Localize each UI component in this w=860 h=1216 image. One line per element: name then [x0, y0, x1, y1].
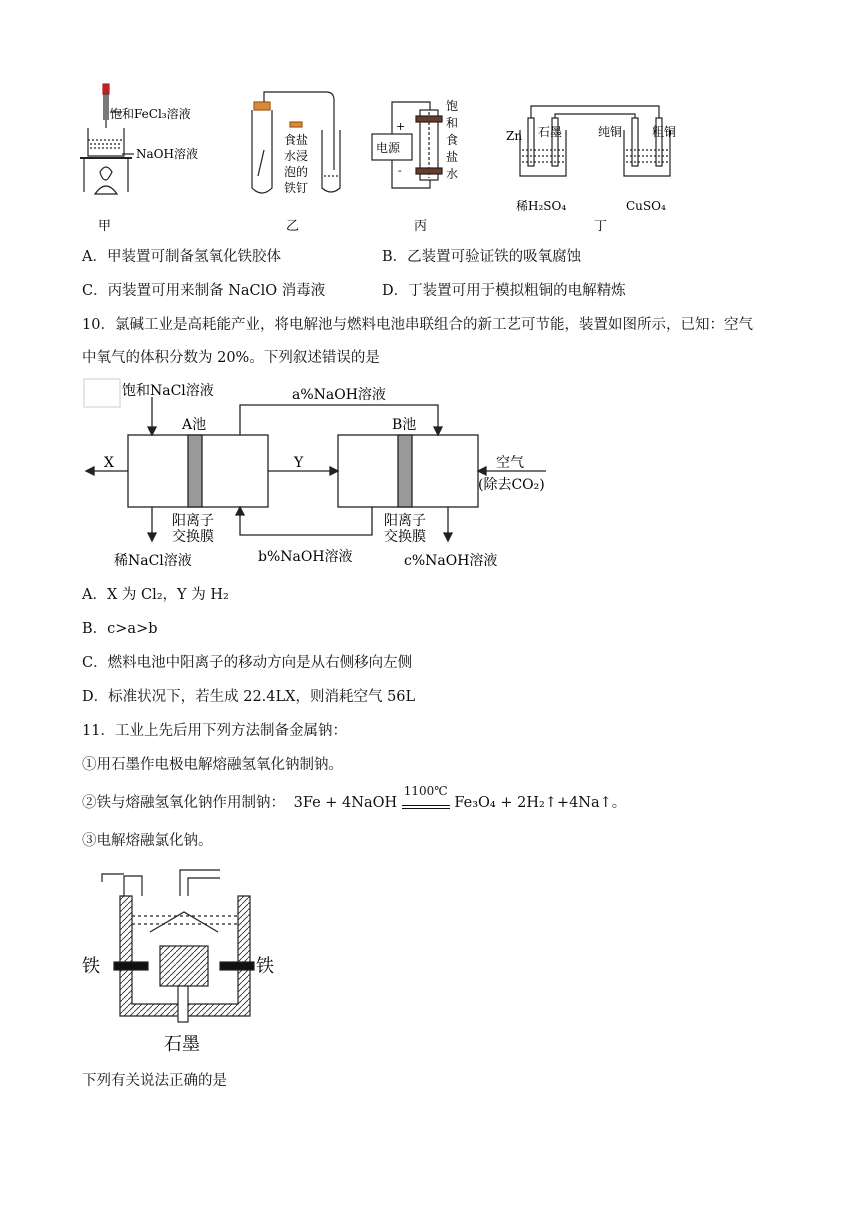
q9-figures — [0, 70, 860, 245]
q10-option-d: D．标准状况下，若生成 22.4LX，则消耗空气 56L — [82, 689, 416, 705]
q11-graphite: 石墨 — [164, 1034, 200, 1055]
q11-item2-products: Fe₃O₄ + 2H₂↑+4Na↑。 — [454, 795, 627, 811]
ding-graphite: 石墨 — [538, 125, 563, 139]
q10-a-naoh: a%NaOH溶液 — [292, 387, 386, 403]
q11-iron-left: 铁 — [82, 956, 100, 977]
yi-label-3: 泡的 — [284, 165, 309, 179]
yi-label-1: 食盐 — [284, 133, 309, 147]
yi-caption: 乙 — [286, 219, 300, 234]
q11-item2-condition: 1100℃ — [403, 784, 448, 798]
q11-item2 — [82, 784, 627, 813]
bing-minus: - — [398, 164, 402, 177]
bing-side-5: 水 — [446, 167, 459, 181]
q9-option-a: A．甲装置可制备氢氧化铁胶体 — [82, 249, 281, 265]
q11-diagram — [80, 862, 290, 1058]
q10-membrane-b-1: 阳离子 — [384, 513, 426, 529]
jia-label-naoh: NaOH溶液 — [136, 147, 198, 161]
bing-source: 电源 — [376, 141, 401, 155]
q10-b-naoh: b%NaOH溶液 — [258, 549, 353, 565]
q10-stem-line2: 中氧气的体积分数为 20%。下列叙述错误的是 — [82, 350, 380, 366]
fig-ding — [520, 106, 670, 176]
bing-plus: + — [396, 120, 406, 133]
jia-caption: 甲 — [98, 219, 112, 234]
q11-item2-prefix: ②铁与熔融氢氧化钠作用制钠： — [82, 795, 285, 811]
q10-air: 空气 — [496, 455, 524, 471]
bing-side-2: 和 — [446, 116, 459, 130]
bing-side-3: 食 — [446, 133, 459, 147]
q10-air-note: (除去CO₂) — [478, 477, 545, 493]
q10-membrane-b-2: 交换膜 — [384, 529, 426, 545]
q9-option-c: C．丙装置可用来制备 NaClO 消毒液 — [82, 283, 326, 299]
fig-jia — [80, 84, 134, 194]
bing-side-1: 饱 — [446, 99, 459, 113]
q10-membrane-a-1: 阳离子 — [172, 513, 214, 529]
q11-item2-reactants: 3Fe + 4NaOH — [293, 795, 398, 811]
q10-diagram — [80, 375, 560, 575]
yi-label-2: 水浸 — [284, 149, 309, 163]
q10-membrane-a-2: 交换膜 — [172, 529, 214, 545]
ding-caption: 丁 — [594, 219, 608, 234]
q11-item2-arrow — [402, 784, 450, 813]
q10-y: Y — [294, 455, 304, 471]
q9-option-b: B．乙装置可验证铁的吸氧腐蚀 — [382, 249, 582, 265]
ding-zn: Zn — [506, 129, 523, 143]
ding-crude-cu: 粗铜 — [652, 125, 677, 139]
q10-dilute-nacl: 稀NaCl溶液 — [114, 553, 192, 569]
ding-right-sol: CuSO₄ — [626, 199, 666, 213]
q11-item3: ③电解熔融氯化钠。 — [82, 833, 213, 849]
q10-option-a: A．X 为 Cl₂，Y 为 H₂ — [82, 587, 229, 603]
q10-option-b: B．c>a>b — [82, 621, 158, 637]
q9-option-d: D．丁装置可用于模拟粗铜的电解精炼 — [382, 283, 626, 299]
ding-pure-cu: 纯铜 — [598, 125, 623, 139]
q10-nacl-in: 饱和NaCl溶液 — [122, 383, 214, 399]
q10-pool-a: A池 — [182, 417, 207, 433]
bing-caption: 丙 — [414, 219, 428, 234]
jia-label-fecl3: 饱和FeCl₃溶液 — [110, 107, 191, 121]
q11-iron-right: 铁 — [256, 956, 274, 977]
q11-closing: 下列有关说法正确的是 — [82, 1073, 227, 1089]
q10-pool-b: B池 — [392, 417, 417, 433]
q10-x: X — [104, 455, 114, 471]
yi-label-4: 铁钉 — [284, 181, 309, 195]
q11-stem: 11．工业上先后用下列方法制备金属钠： — [82, 723, 347, 739]
q11-item1: ①用石墨作电极电解熔融氢氧化钠制钠。 — [82, 757, 343, 773]
bing-side-4: 盐 — [446, 150, 459, 164]
q10-option-c: C．燃料电池中阳离子的移动方向是从右侧移向左侧 — [82, 655, 413, 671]
q10-c-naoh: c%NaOH溶液 — [404, 553, 498, 569]
ding-left-sol: 稀H₂SO₄ — [516, 199, 567, 213]
q10-stem-line1: 10．氯碱工业是高耗能产业，将电解池与燃料电池串联组合的新工艺可节能，装置如图所示，已知：空气 — [82, 317, 753, 333]
